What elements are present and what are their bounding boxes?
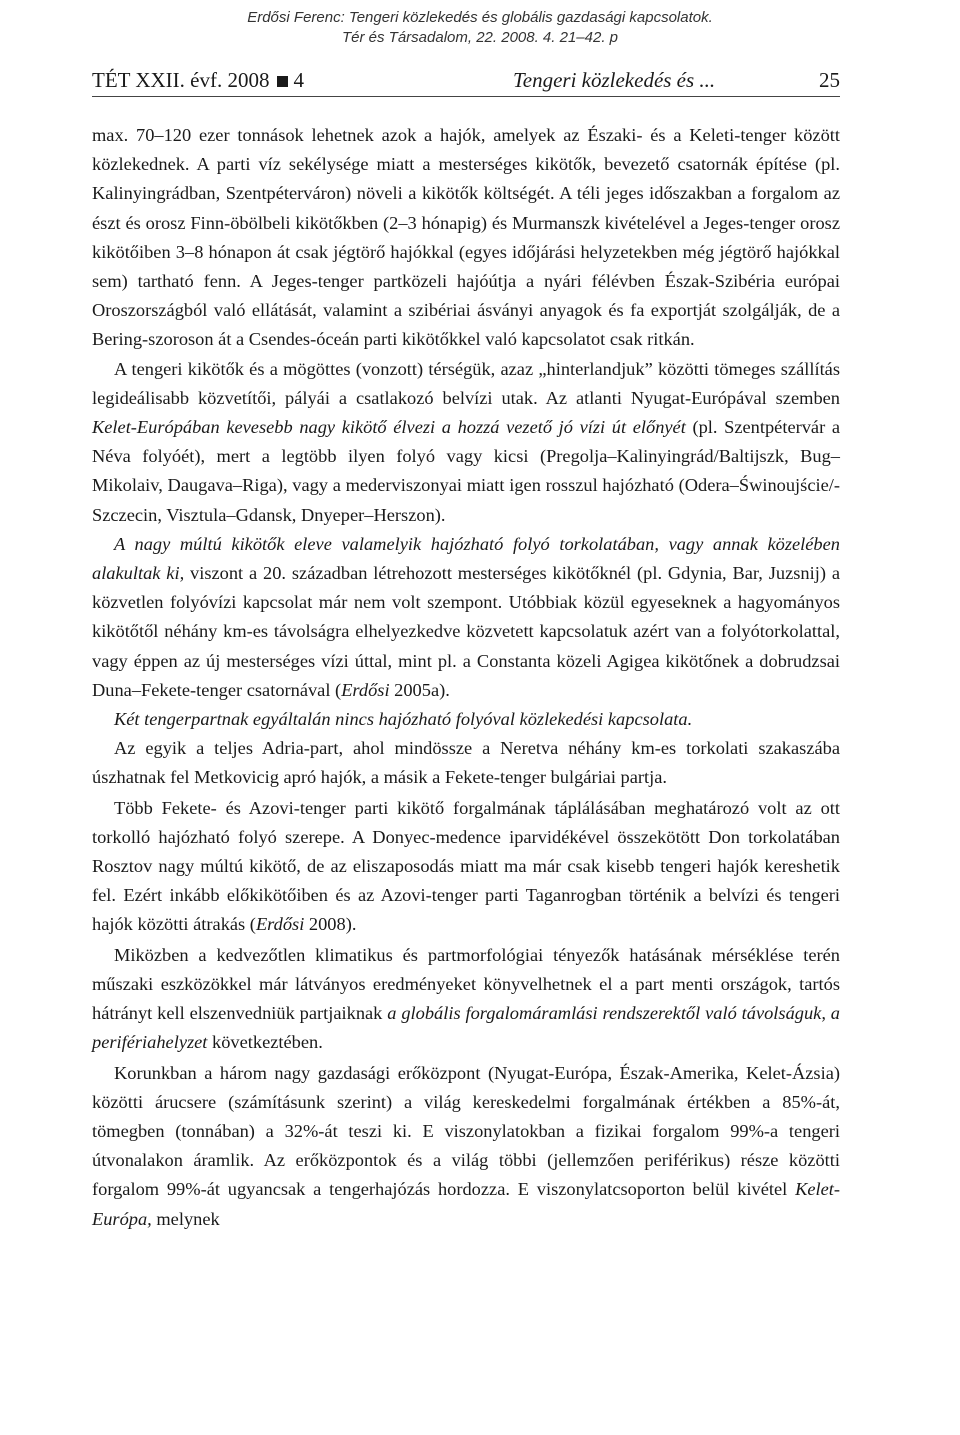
paragraph (92, 941, 840, 1058)
paragraph (92, 794, 840, 940)
text-segment: Miközben a kedvezőtlen klimatikus és partmorfológiai tényezők hatásának mérséklése terén műszaki eszközökkel már látványos eredményeket könyvelhetnek el a part menti országok, tartós hátrányt kell elszenvedniük partjaiknak (92, 944, 840, 1024)
paragraph (92, 121, 840, 355)
article-short-title: Tengeri közlekedés és ... (513, 68, 716, 92)
paragraph (92, 734, 840, 792)
article-body (92, 121, 840, 1234)
italic-text-segment: a globális forgalomáramlási rendszerektől való távolságuk, a perifériahelyzet (92, 1003, 840, 1053)
text-segment: max. 70–120 ezer tonnások lehetnek azok a hajók, amelyek az Északi- és a Keleti-tenger között közlekednek. A parti víz sekélysége miatt a mesterséges kikötők, bevezető csatornák építése (pl. Kalinyingrádban, Szentpéterváron) növeli a kikötők költségét. A téli jeges időszakban a forgalom az észt és orosz Finn-öbölbeli kikötőkben (2–3 hónapig) és Murmanszk kivételével a Jeges-tenger orosz kikötőiben 3–8 hónapon át csak jégtörő hajókkal (egyes időjárási helyzetekben még jégtörő hajókkal sem) tartható fenn. A Jeges-tenger partközeli hajóútja a nyári félévben Észak-Szibéria európai Oroszországból való ellátását, valamint a szibériai ásványi anyagok és fa exportját szolgálják, de a Bering-szoroson át a Csendes-óceán parti kikötőkkel való kapcsolatot csak ritkán. (92, 125, 840, 350)
italic-text-segment: Két tengerpartnak egyáltalán nincs hajózható folyóval közlekedési kapcsolata. (114, 709, 693, 730)
citation-line-source: Tér és Társadalom, 22. 2008. 4. 21–42. p (342, 29, 618, 46)
running-head (92, 66, 840, 97)
text-segment: 2005a). (389, 679, 450, 700)
text-segment: Az egyik a teljes Adria-part, ahol mindössze a Neretva néhány km-es torkolati szakaszába úszhatnak fel Metkovicig apró hajók, a másik a Fekete-tenger bulgáriai partja. (92, 738, 840, 788)
journal-issue (92, 66, 304, 94)
italic-text-segment: Kelet-Európa, (92, 1179, 840, 1229)
text-segment: melynek (151, 1208, 220, 1229)
citation-header (0, 8, 960, 48)
paragraph (92, 705, 840, 734)
text-segment: 2008). (304, 914, 357, 935)
citation-line-author-title: Erdősi Ferenc: Tengeri közlekedés és globális gazdasági kapcsolatok. (247, 9, 713, 26)
italic-text-segment: Erdősi (255, 914, 305, 935)
italic-text-segment: Kelet-Európában kevesebb nagy kikötő élvezi a hozzá vezető jó vízi út előnyét (92, 417, 686, 438)
page-number: 25 (819, 68, 840, 92)
square-bullet-icon (277, 76, 288, 87)
text-segment: következtében. (207, 1032, 323, 1053)
paragraph (92, 1059, 840, 1234)
issue-number: 4 (293, 68, 304, 92)
journal-name: TÉT XXII. évf. 2008 (92, 68, 270, 92)
italic-text-segment: Erdősi (341, 679, 390, 700)
text-segment: Korunkban a három nagy gazdasági erőközpont (Nyugat-Európa, Észak-Amerika, Kelet-Ázsia) közötti árucsere (számításunk szerint) a világ kereskedelmi forgalmának értékben a 85%-át, tömegben (tonnában) a 32%-át teszi ki. E viszonylatokban a fizikai forgalom 99%-a tengeri útvonalakon áramlik. Az erőközpontok és a világ többi (jellemzően periférikus) része közötti forgalom 99%-át ugyancsak a tengerhajózás hordozza. E viszonylatcsoporton belül kivétel (92, 1062, 840, 1200)
text-segment: (pl. Szentpétervár a Néva folyóét), mert a legtöbb ilyen folyó vagy kicsi (Pregolja–Kalinyingrád/Baltijszk, Bug–Mikolaiv, Daugava–Riga), vagy a mederviszonyai miatt igen rosszul hajózható (Odera–Świnoujście/-Szczecin, Visztula–Gdansk, Dnyeper–Herszon). (92, 417, 841, 525)
text-segment: viszont a 20. században létrehozott mesterséges kikötőknél (pl. Gdynia, Bar, Juzsnij) a közvetlen folyóvízi kapcsolat már nem volt szempont. Utóbbiak közül egyeseknek a hagyományos kikötőtől néhány km-es távolságra elhelyezkedve közvetett kapcsolatuk azért van a folyótorkolattal, vagy éppen az új mesterséges vízi úttal, mint pl. a Constanta közeli Agigea kikötőnek a dobrudzsai Duna–Fekete-tenger csatornával ( (92, 563, 840, 700)
paragraph (92, 355, 840, 530)
paragraph (92, 530, 840, 705)
text-segment: A tengeri kikötők és a mögöttes (vonzott) térségük, azaz „hinterlandjuk” közötti tömeges szállítás legideálisabb közvetítői, pályái a csatlakozó belvízi utak. Az atlanti Nyugat-Európával szemben (92, 358, 840, 408)
italic-text-segment: A nagy múltú kikötők eleve valamelyik hajózható folyó torkolatában, vagy annak közelében alakultak ki, (92, 533, 840, 584)
text-segment: Több Fekete- és Azovi-tenger parti kikötő forgalmának táplálásában meghatározó volt az ott torkolló hajózható folyó szerepe. A Donyec-medence iparvidékével összekötött Don torkolatában Rosztov nagy múltú kikötő, de az eliszaposodás miatt ma már csak kisebb tengeri hajók kereshetik fel. Ezért inkább előkikötőiben és az Azovi-tenger parti Taganrogban történik a belvízi és tengeri hajók közötti átrakás ( (92, 797, 840, 935)
